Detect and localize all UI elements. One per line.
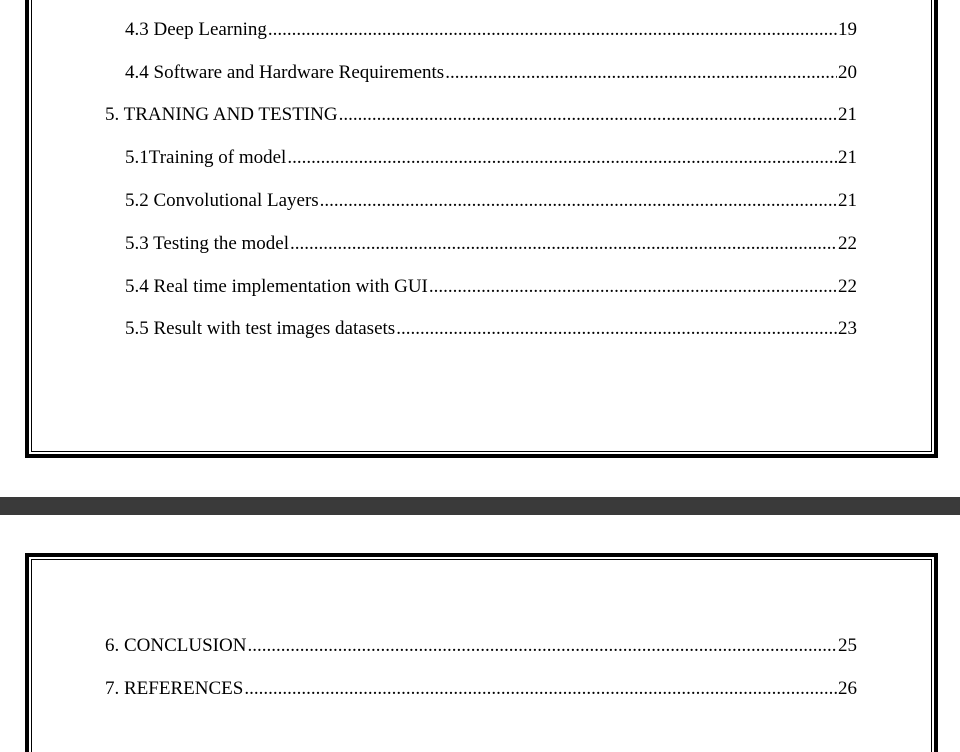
toc-dot-leader: [268, 19, 837, 41]
toc-dot-leader: [445, 62, 837, 84]
page-separator: [0, 497, 960, 515]
toc-dot-leader: [244, 678, 837, 700]
toc-entry[interactable]: [125, 147, 857, 169]
toc-page-number: 26: [838, 678, 857, 699]
toc-dot-leader: [396, 318, 837, 340]
toc-entry-title: 5.1Training of model: [125, 147, 287, 168]
toc-entry[interactable]: [105, 678, 857, 700]
toc-entry[interactable]: [105, 104, 857, 126]
toc-entry[interactable]: [125, 233, 857, 255]
toc-page-number: 22: [838, 233, 857, 254]
toc-page-number: 21: [838, 104, 857, 125]
toc-dot-leader: [287, 147, 837, 169]
toc-entry-title: 7. REFERENCES: [105, 678, 244, 699]
toc-entry[interactable]: [125, 19, 857, 41]
toc-dot-leader: [429, 276, 837, 298]
toc-entry-title: 5.4 Real time implementation with GUI: [125, 276, 428, 297]
toc-dot-leader: [320, 190, 837, 212]
toc-entry-title: 4.3 Deep Learning: [125, 19, 267, 40]
toc-entry[interactable]: [105, 635, 857, 657]
toc-page-number: 21: [838, 147, 857, 168]
toc-entry-title: 6. CONCLUSION: [105, 635, 247, 656]
toc-entry[interactable]: [125, 318, 857, 340]
toc-entry[interactable]: [125, 62, 857, 84]
toc-entry-title: 5.5 Result with test images datasets: [125, 318, 396, 339]
toc-entry-title: 5.2 Convolutional Layers: [125, 190, 319, 211]
toc-dot-leader: [290, 233, 837, 255]
toc-entry[interactable]: [125, 276, 857, 298]
toc-entry-title: 5. TRANING AND TESTING: [105, 104, 338, 125]
toc-page-number: 19: [838, 19, 857, 40]
toc-page-number: 21: [838, 190, 857, 211]
toc-page-number: 22: [838, 276, 857, 297]
toc-entry-title: 5.3 Testing the model: [125, 233, 290, 254]
toc-entry[interactable]: [125, 190, 857, 212]
toc-page-number: 20: [838, 62, 857, 83]
toc-page-number: 25: [838, 635, 857, 656]
toc-entry-title: 4.4 Software and Hardware Requirements: [125, 62, 445, 83]
toc-dot-leader: [247, 635, 837, 657]
toc-page-number: 23: [838, 318, 857, 339]
toc-dot-leader: [339, 104, 837, 126]
